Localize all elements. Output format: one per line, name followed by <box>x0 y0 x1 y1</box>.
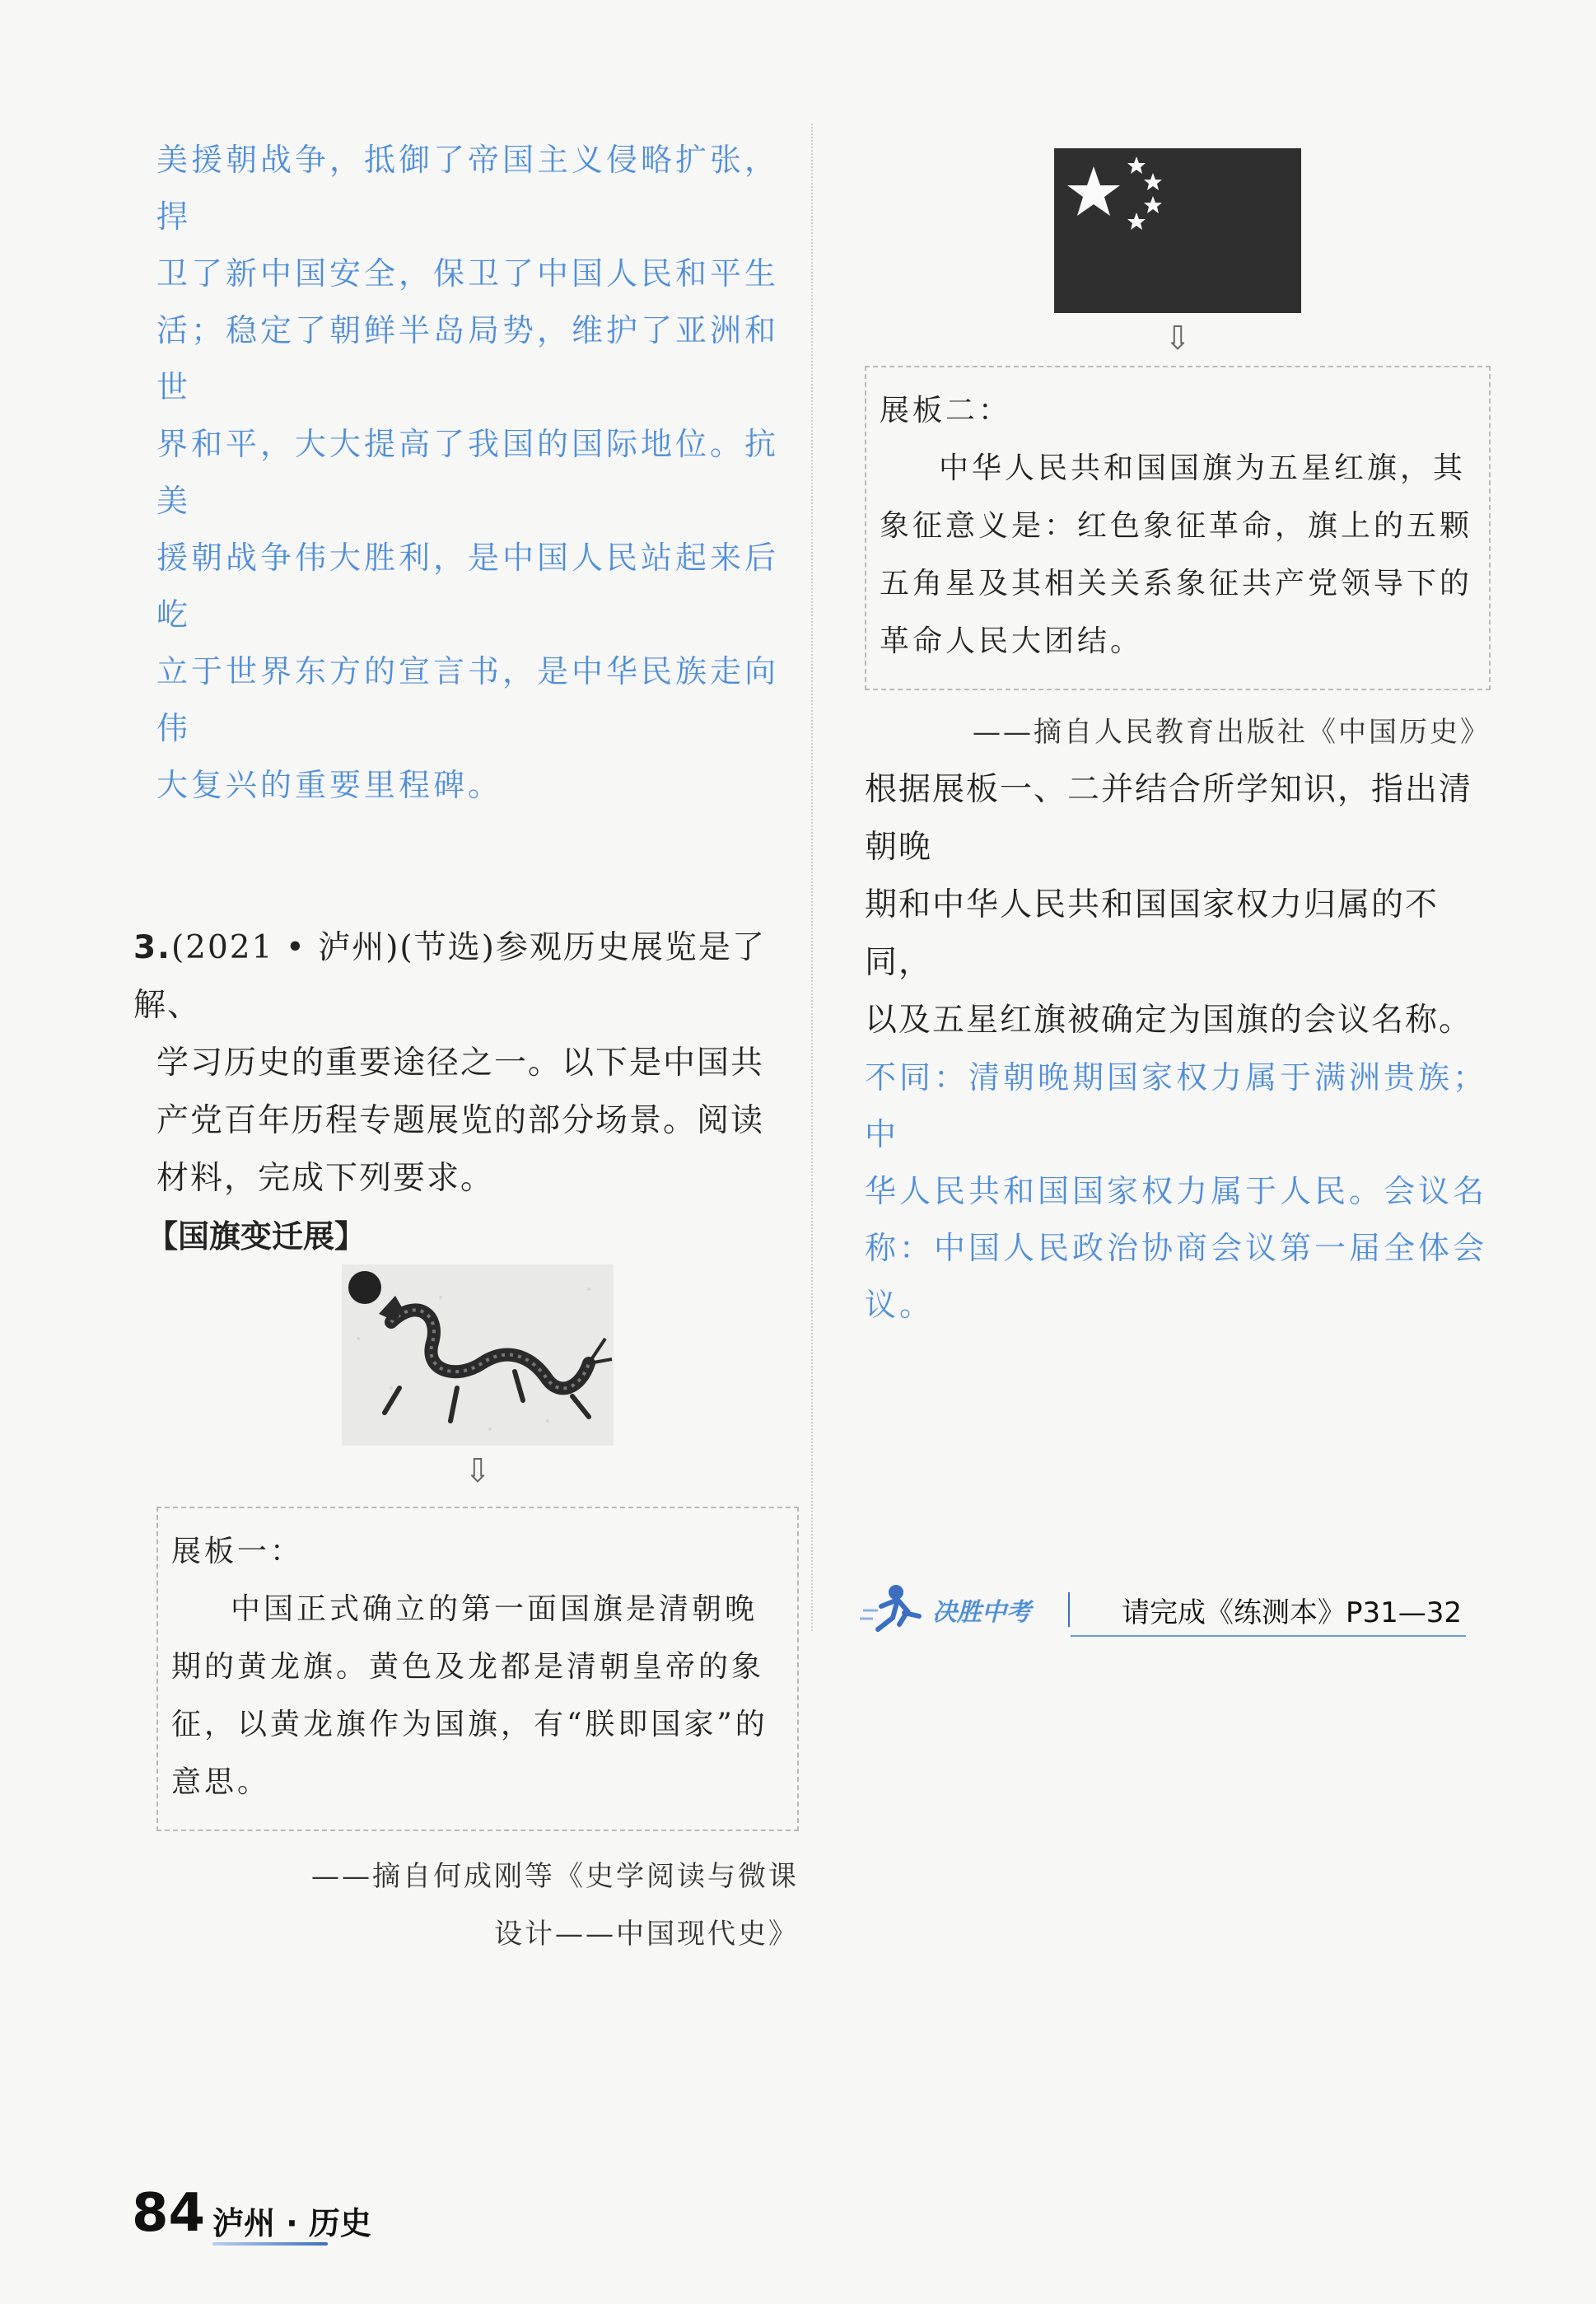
five-star-flag-illustration <box>1054 148 1301 313</box>
down-arrow-icon: ⇩ <box>464 1452 492 1490</box>
question-line: 3.(2021 • 泸州)(节选)参观历史展览是了解、 <box>133 929 766 1024</box>
source-citation: ——摘自何成刚等《史学阅读与微课 设计——中国现代史》 <box>311 1860 799 1951</box>
answer-line: 援朝战争伟大胜利，是中国人民站起来后屹 <box>156 540 780 633</box>
answer-line: 美援朝战争，抵御了帝国主义侵略扩张，捍 <box>156 142 780 235</box>
down-arrow-icon: ⇩ <box>1164 320 1192 358</box>
answer-line: 称：中国人民政治协商会议第一届全体会议。 <box>865 1230 1488 1323</box>
requirement-line: 期和中华人民共和国国家权力归属的不同， <box>865 886 1440 981</box>
question-line: 产党百年历程专题展览的部分场景。阅读 <box>156 1102 765 1139</box>
requirement-line: 根据展板一、二并结合所学知识，指出清朝晚 <box>865 771 1473 866</box>
column-divider <box>811 124 813 1631</box>
question-line: 学习历史的重要途径之一。以下是中国共 <box>156 1045 765 1082</box>
answer-line: 大复兴的重要里程碑。 <box>156 767 503 803</box>
answer-block-right <box>865 1049 1491 1334</box>
banner-underline <box>1071 1635 1466 1637</box>
dragon-flag-illustration <box>342 1264 614 1446</box>
left-column <box>133 132 799 1963</box>
banner-logo-text: 决胜中考 <box>932 1598 1031 1627</box>
answer-line: 界和平，大大提高了我国的国际地位。抗美 <box>156 426 780 519</box>
panel-body: 中国正式确立的第一面国旗是清朝晚期的黄龙旗。黄色及龙都是清朝皇帝的象征，以黄龙旗作为国旗，有“朕即国家”的意思。 <box>171 1592 768 1799</box>
answer-line: 不同：清朝晚期国家权力属于满洲贵族；中 <box>865 1059 1488 1152</box>
panel-two <box>865 366 1491 690</box>
runner-logo-icon <box>856 1577 1120 1643</box>
banner-text: 请完成《练测本》P31—32 <box>1122 1596 1463 1629</box>
dragon-flag-image <box>156 1264 799 1449</box>
requirement-block <box>865 761 1491 1049</box>
question-line: 材料，完成下列要求。 <box>156 1160 495 1197</box>
requirement-line: 以及五星红旗被确定为国旗的会议名称。 <box>865 1002 1473 1039</box>
answer-line: 立于世界东方的宣言书，是中华民族走向伟 <box>156 653 780 746</box>
source-citation: ——摘自人民教育出版社《中国历史》 <box>973 716 1491 749</box>
panel-body: 中华人民共和国国旗为五星红旗，其象征意义是：红色象征革命，旗上的五颗五角星及其相关关系象征共产党领导下的革命人民大团结。 <box>880 451 1473 658</box>
answer-line: 卫了新中国安全，保卫了中国人民和平生 <box>156 255 780 292</box>
answer-block-left <box>156 132 799 814</box>
footer-decoration <box>212 2242 328 2246</box>
panel-heading: 展板二： <box>880 394 1012 428</box>
panel-one <box>156 1507 799 1831</box>
answer-line: 华人民共和国国家权力属于人民。会议名 <box>865 1173 1488 1209</box>
page-subtitle: 泸州 · 历史 <box>212 2205 371 2241</box>
exhibit-title: 【国旗变迁展】 <box>147 1218 366 1255</box>
five-star-flag-image <box>865 148 1491 316</box>
right-column <box>865 132 1491 1334</box>
question-number: 3. <box>133 929 171 966</box>
page-number: 84 <box>132 2183 206 2244</box>
question-3 <box>133 919 799 1208</box>
answer-line: 活；稳定了朝鲜半岛局势，维护了亚洲和世 <box>156 312 780 405</box>
panel-heading: 展板一： <box>171 1535 304 1568</box>
